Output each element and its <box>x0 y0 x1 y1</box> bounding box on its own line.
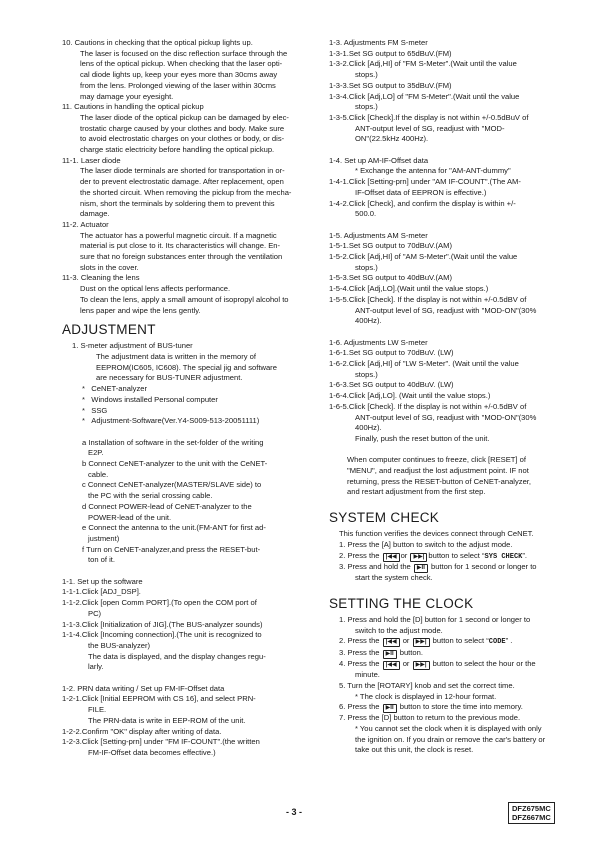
fm-line: stops.) <box>355 102 378 112</box>
clock-step-6: 6. Press the ▶II button to store the time into memory. <box>339 702 523 712</box>
lw-line: 1-6-4.Click [Adj,LO]. (Wait until the value stops.) <box>329 391 491 401</box>
fm-line: 1-3. Adjustments FM S-meter <box>329 38 428 47</box>
caution-line: Dust on the optical lens affects performance. <box>80 284 231 294</box>
caution-line: lens paper and wipe the lens gently. <box>80 305 201 315</box>
fm-line: stops.) <box>355 70 378 80</box>
caution-line: the shorted circuit. When removing the pickup from the mecha- <box>80 187 292 197</box>
clock-step-3: 3. Press the ▶II button. <box>339 648 423 658</box>
clock-step-2: 2. Press the |◀◀ or ▶▶| button to select “CODE” . <box>339 636 513 647</box>
am-offset-line: 1-4-1.Click [Setting-prn] under "AM IF-COUNT".(The AM- <box>329 177 521 187</box>
caution-line: may damage your eyesight. <box>80 91 174 101</box>
am-offset-line: 1-4-2.Click [Check], and confirm the display is within +/- <box>329 198 516 208</box>
requirements-list <box>62 384 298 427</box>
am-section <box>329 231 565 327</box>
fm-section <box>329 38 565 145</box>
next-track-icon: ▶▶| <box>413 638 430 647</box>
software-setup <box>62 577 298 673</box>
am-offset-line: 1-4. Set up AM-IF-Offset data <box>329 155 429 165</box>
caution-line: slots in the cover. <box>80 262 139 272</box>
step-line: a Installation of software in the set-folder of the writing <box>82 437 264 447</box>
lw-section <box>329 338 565 445</box>
page-number: - 3 - <box>286 807 303 817</box>
fm-line: 1-3-3.Set SG output to 35dBuV.(FM) <box>329 80 452 90</box>
prev-track-icon: |◀◀ <box>383 661 400 670</box>
adj-line: EEPROM(IC605, IC608). The special jig and software <box>96 362 277 372</box>
caution-line: lens of the optical pickup. When checking that the laser opti- <box>80 59 283 69</box>
fm-line: 1-3-5.Click [Check].If the display is not within +/-0.5dBuV of <box>329 112 529 122</box>
setup-line: larly. <box>88 662 104 672</box>
requirement-item: * Adjustment-Software(Ver.Y4-S009-513-20051111) <box>82 416 260 426</box>
caution-line: To clean the lens, apply a small amount of isopropyl alcohol to <box>80 294 289 304</box>
adj-line: 1. S-meter adjustment of BUS-tuner <box>72 341 193 351</box>
caution-line: to avoid electrostatic charges on your clothes or body, or dis- <box>80 134 285 144</box>
sys-step-2: 2. Press the |◀◀ or ▶▶| button to select “SYS CHECK”. <box>339 550 527 561</box>
caution-line: der to prevent electrostatic damage. After replacement, open <box>80 177 284 187</box>
am-offset-line: IF-Offset data of EEPRON is effective.) <box>355 187 487 197</box>
step-line: c Connect CeNET-analyzer(MASTER/SLAVE side) to <box>82 480 262 490</box>
step-line: POWER-lead of the unit. <box>88 512 172 522</box>
system-check-section <box>329 529 565 584</box>
setup-line: 1-1. Set up the software <box>62 576 143 586</box>
freeze-line: returning, press the RESET-button of CeNET-analyzer, <box>347 476 532 486</box>
clock-step-5-note: * The clock is displayed in 12-hour format. <box>355 691 497 701</box>
clock-step-4-cont: minute. <box>355 670 380 680</box>
clock-step-7-note: * You cannot set the clock when it is displayed with only <box>355 723 542 733</box>
prn-line: FILE. <box>88 705 107 715</box>
step-line: e Connect the antenna to the unit.(FM-ANT for first ad- <box>82 523 266 533</box>
clock-step-7-note: take out this unit, the clock is reset. <box>355 745 474 755</box>
requirement-item: * SSG <box>82 405 108 415</box>
caution-line: 11-1. Laser diode <box>62 155 121 165</box>
step-line: d Connect POWER-lead of CeNET-analyzer to the <box>82 501 252 511</box>
prn-line: 1-2. PRN data writing / Set up FM-IF-Offset data <box>62 683 225 693</box>
freeze-line: When computer continues to freeze, click [RESET] of <box>347 455 526 465</box>
caution-line: 11-3. Cleaning the lens <box>62 273 140 283</box>
fm-line: ON"(22.5kHz 400Hz). <box>355 134 429 144</box>
code-display: CODE <box>488 638 506 647</box>
fm-line: 1-3-4.Click [Adj,LO] of "FM S-Meter".(Wait until the value <box>329 91 520 101</box>
freeze-note <box>329 455 565 498</box>
requirement-item: * Windows installed Personal computer <box>82 394 218 404</box>
lw-line: 1-6-3.Set SG output to 40dBuV. (LW) <box>329 380 454 390</box>
prn-line: 1-2-2.Confirm "OK" display after writing of data. <box>62 726 222 736</box>
lw-line: 1-6-1.Set SG output to 70dBuV. (LW) <box>329 348 454 358</box>
setting-clock-section <box>329 615 565 756</box>
prn-section <box>62 684 298 759</box>
adj-line: The adjustment data is written in the memory of <box>96 351 256 361</box>
clock-step-1-cont: switch to the adjust mode. <box>355 625 443 635</box>
lw-line: stops.) <box>355 369 378 379</box>
model-number: DFZ675MC <box>512 804 551 813</box>
setup-line: PC) <box>88 608 102 618</box>
am-line: 1-5-5.Click [Check]. If the display is not within +/-0.5dBV of <box>329 294 527 304</box>
caution-section <box>62 38 298 316</box>
caution-line: charge static electricity before handling the optical pickup. <box>80 145 275 155</box>
caution-line: The laser diode of the optical pickup can be damaged by elec- <box>80 112 289 122</box>
caution-line: nism, short the terminals by soldering them to prevent this <box>80 198 275 208</box>
fm-line: 1-3-1.Set SG output to 65dBuV.(FM) <box>329 48 452 58</box>
model-number: DFZ667MC <box>512 813 551 822</box>
caution-line: cal diode lights up, keep your eyes more than 30cms away <box>80 70 278 80</box>
lw-line: 400Hz). <box>355 423 382 433</box>
caution-line: 10. Cautions in checking that the optical pickup lights up. <box>62 38 253 47</box>
caution-line: damage. <box>80 209 110 219</box>
prev-track-icon: |◀◀ <box>383 638 400 647</box>
clock-step-5: 5. Turn the [ROTARY] knob and set the correct time. <box>339 680 515 690</box>
play-pause-icon: ▶II <box>383 650 397 659</box>
prev-track-icon: |◀◀ <box>383 553 400 562</box>
step-line: cable. <box>88 469 109 479</box>
am-line: 1-5-1.Set SG output to 70dBuV.(AM) <box>329 241 452 251</box>
play-pause-icon: ▶II <box>383 704 397 713</box>
sys-step-1: 1. Press the [A] button to switch to the adjust mode. <box>339 539 513 549</box>
adj-line: are necessary for BUS-TUNER adjustment. <box>96 373 243 383</box>
lw-line: 1-6-5.Click [Check]. If the display is not within +/-0.5dBV of <box>329 401 527 411</box>
prn-line: FM-IF-Offset data becomes effective.) <box>88 747 216 757</box>
right-column <box>329 38 565 756</box>
lw-line: Finally, push the reset button of the unit. <box>355 433 490 443</box>
caution-line: from the lens. Prolonged viewing of the laser within 30cms <box>80 80 276 90</box>
setup-line: 1-1-1.Click [ADJ_DSP]. <box>62 587 141 597</box>
am-line: ANT-output level of SG, readjust with "MOD-ON"(30% <box>355 305 537 315</box>
setting-clock-heading: SETTING THE CLOCK <box>329 595 474 611</box>
step-line: ton of it. <box>88 555 116 565</box>
play-pause-icon: ▶II <box>414 564 428 573</box>
lw-line: 1-6-2.Click [Adj,HI] of "LW S-Meter". (Wait until the value <box>329 359 519 369</box>
am-offset-section <box>329 156 565 220</box>
system-check-heading: SYSTEM CHECK <box>329 510 440 526</box>
sys-step-3: 3. Press and hold the ▶II button for 1 second or longer to <box>339 562 537 572</box>
caution-line: The actuator has a powerful magnetic circuit. If a magnetic <box>80 230 277 240</box>
freeze-line: and restart adjustment from the first step. <box>347 487 486 497</box>
adjustment-intro <box>62 341 298 384</box>
prn-line: The PRN-data is write in EEP-ROM of the unit. <box>88 715 246 725</box>
setup-steps <box>62 438 298 566</box>
clock-step-1: 1. Press and hold the [D] button for 1 second or longer to <box>339 614 531 624</box>
caution-line: 11. Cautions in handling the optical pickup <box>62 102 204 112</box>
am-offset-line: * Exchange the antenna for "AM-ANT-dummy" <box>355 166 511 176</box>
clock-step-7: 7. Press the [D] button to return to the previous mode. <box>339 713 521 723</box>
fm-line: ANT-output level of SG, readjust with "MOD- <box>355 123 505 133</box>
prn-line: 1-2-3.Click [Setting-prn] under "FM IF-COUNT".(the written <box>62 737 260 747</box>
next-track-icon: ▶▶| <box>410 553 427 562</box>
next-track-icon: ▶▶| <box>413 661 430 670</box>
step-line: justment) <box>88 533 120 543</box>
caution-line: material is put close to it. Its characteristics will change. En- <box>80 241 281 251</box>
am-line: stops.) <box>355 262 378 272</box>
step-line: the PC with the serial crossing cable. <box>88 491 213 501</box>
fm-line: 1-3-2.Click [Adj,HI] of "FM S-Meter".(Wait until the value <box>329 59 517 69</box>
clock-step-7-note: the ignition on. If you drain or remove the car's battery or <box>355 734 546 744</box>
caution-line: sure that no foreign substances enter through the ventilation <box>80 252 283 262</box>
freeze-line: "MENU", and readjust the lost adjustment point. IF not <box>347 466 529 476</box>
setup-line: 1-1-4.Click [Incoming connection].(The unit is recognized to <box>62 630 262 640</box>
am-line: 1-5-2.Click [Adj,HI] of "AM S-Meter".(Wait until the value <box>329 252 518 262</box>
am-line: 400Hz). <box>355 316 382 326</box>
sys-step-3-cont: start the system check. <box>355 573 433 583</box>
adjustment-heading: ADJUSTMENT <box>62 322 156 338</box>
caution-line: trostatic charge caused by your clothes and body. Make sure <box>80 123 285 133</box>
lw-line: ANT-output level of SG, readjust with "MOD-ON"(30% <box>355 412 537 422</box>
prn-line: 1-2-1.Click [Initial EEPROM with CS 16], and select PRN- <box>62 694 256 704</box>
setup-line: 1-1-3.Click [Initialization of JIG].(The BUS-analyzer sounds) <box>62 619 263 629</box>
am-line: 1-5-3.Set SG output to 40dBuV.(AM) <box>329 273 452 283</box>
lw-line: 1-6. Adjustments LW S-meter <box>329 337 428 347</box>
clock-step-4: 4. Press the |◀◀ or ▶▶| button to select the hour or the <box>339 659 536 669</box>
caution-line: The laser is focused on the disc reflection surface through the <box>80 48 288 58</box>
system-intro: This function verifies the devices connect through CeNET. <box>339 529 534 539</box>
model-number-box <box>508 802 555 824</box>
step-line: E2P. <box>88 448 104 458</box>
left-column <box>62 38 298 759</box>
am-offset-line: 500.0. <box>355 209 377 219</box>
caution-line: 11-2. Actuator <box>62 219 109 229</box>
setup-line: 1-1-2.Click [open Comm PORT].(To open the COM port of <box>62 598 257 608</box>
am-line: 1-5. Adjustments AM S-meter <box>329 230 428 240</box>
step-line: f Turn on CeNET-analyzer,and press the RESET-but- <box>82 544 261 554</box>
sys-check-display: SYS CHECK <box>484 552 523 561</box>
am-line: 1-5-4.Click [Adj,LO].(Wait until the value stops.) <box>329 284 489 294</box>
setup-line: The data is displayed, and the display changes regu- <box>88 651 266 661</box>
requirement-item: * CeNET-analyzer <box>82 384 148 394</box>
setup-line: the BUS-analyzer) <box>88 640 151 650</box>
caution-line: The laser diode terminals are shorted for transportation in or- <box>80 166 285 176</box>
step-line: b Connect CeNET-analyzer to the unit with the CeNET- <box>82 459 268 468</box>
